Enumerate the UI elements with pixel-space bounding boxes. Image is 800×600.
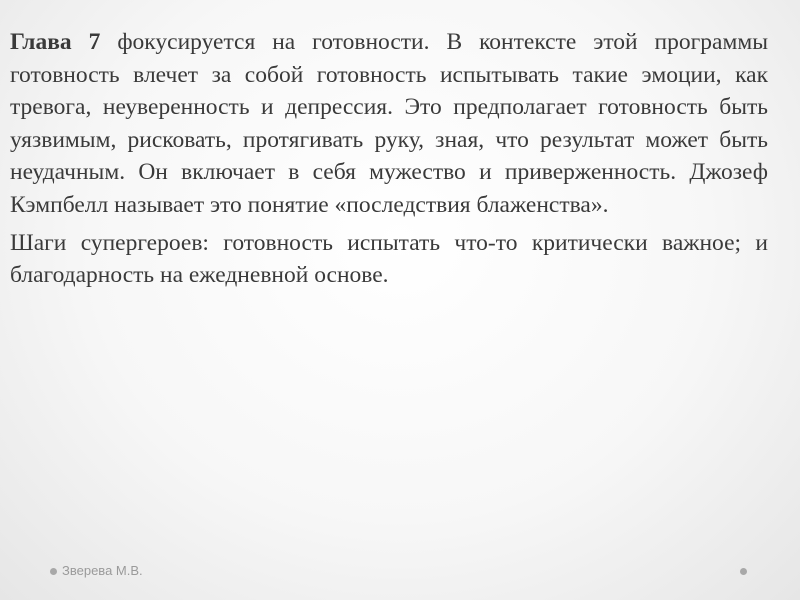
bullet-dot-icon	[740, 568, 747, 575]
chapter-title: Глава 7	[10, 29, 101, 55]
footer-author: Зверева М.В.	[62, 563, 143, 578]
paragraph-text: Шаги супергероев: готовность испытать что-то критически важное; и благодарность на ежедневной основе.	[10, 229, 768, 289]
paragraph-superhero-steps	[10, 227, 768, 292]
paragraph-chapter-7	[10, 26, 768, 222]
bullet-dot-icon	[50, 568, 57, 575]
slide-body	[10, 26, 768, 297]
paragraph-text: фокусируется на готовности. В контексте этой программы готовность влечет за собой готовность испытывать такие эмоции, как тревога, неуверенность и депрессия. Это предполагает готовность быть уязвимым, рисковать, протягивать руку, зная, что результат может быть неудачным. Он включает в себя мужество и приверженность. Джозеф Кэмпбелл называет это понятие «последствия блаженства».	[10, 29, 768, 218]
